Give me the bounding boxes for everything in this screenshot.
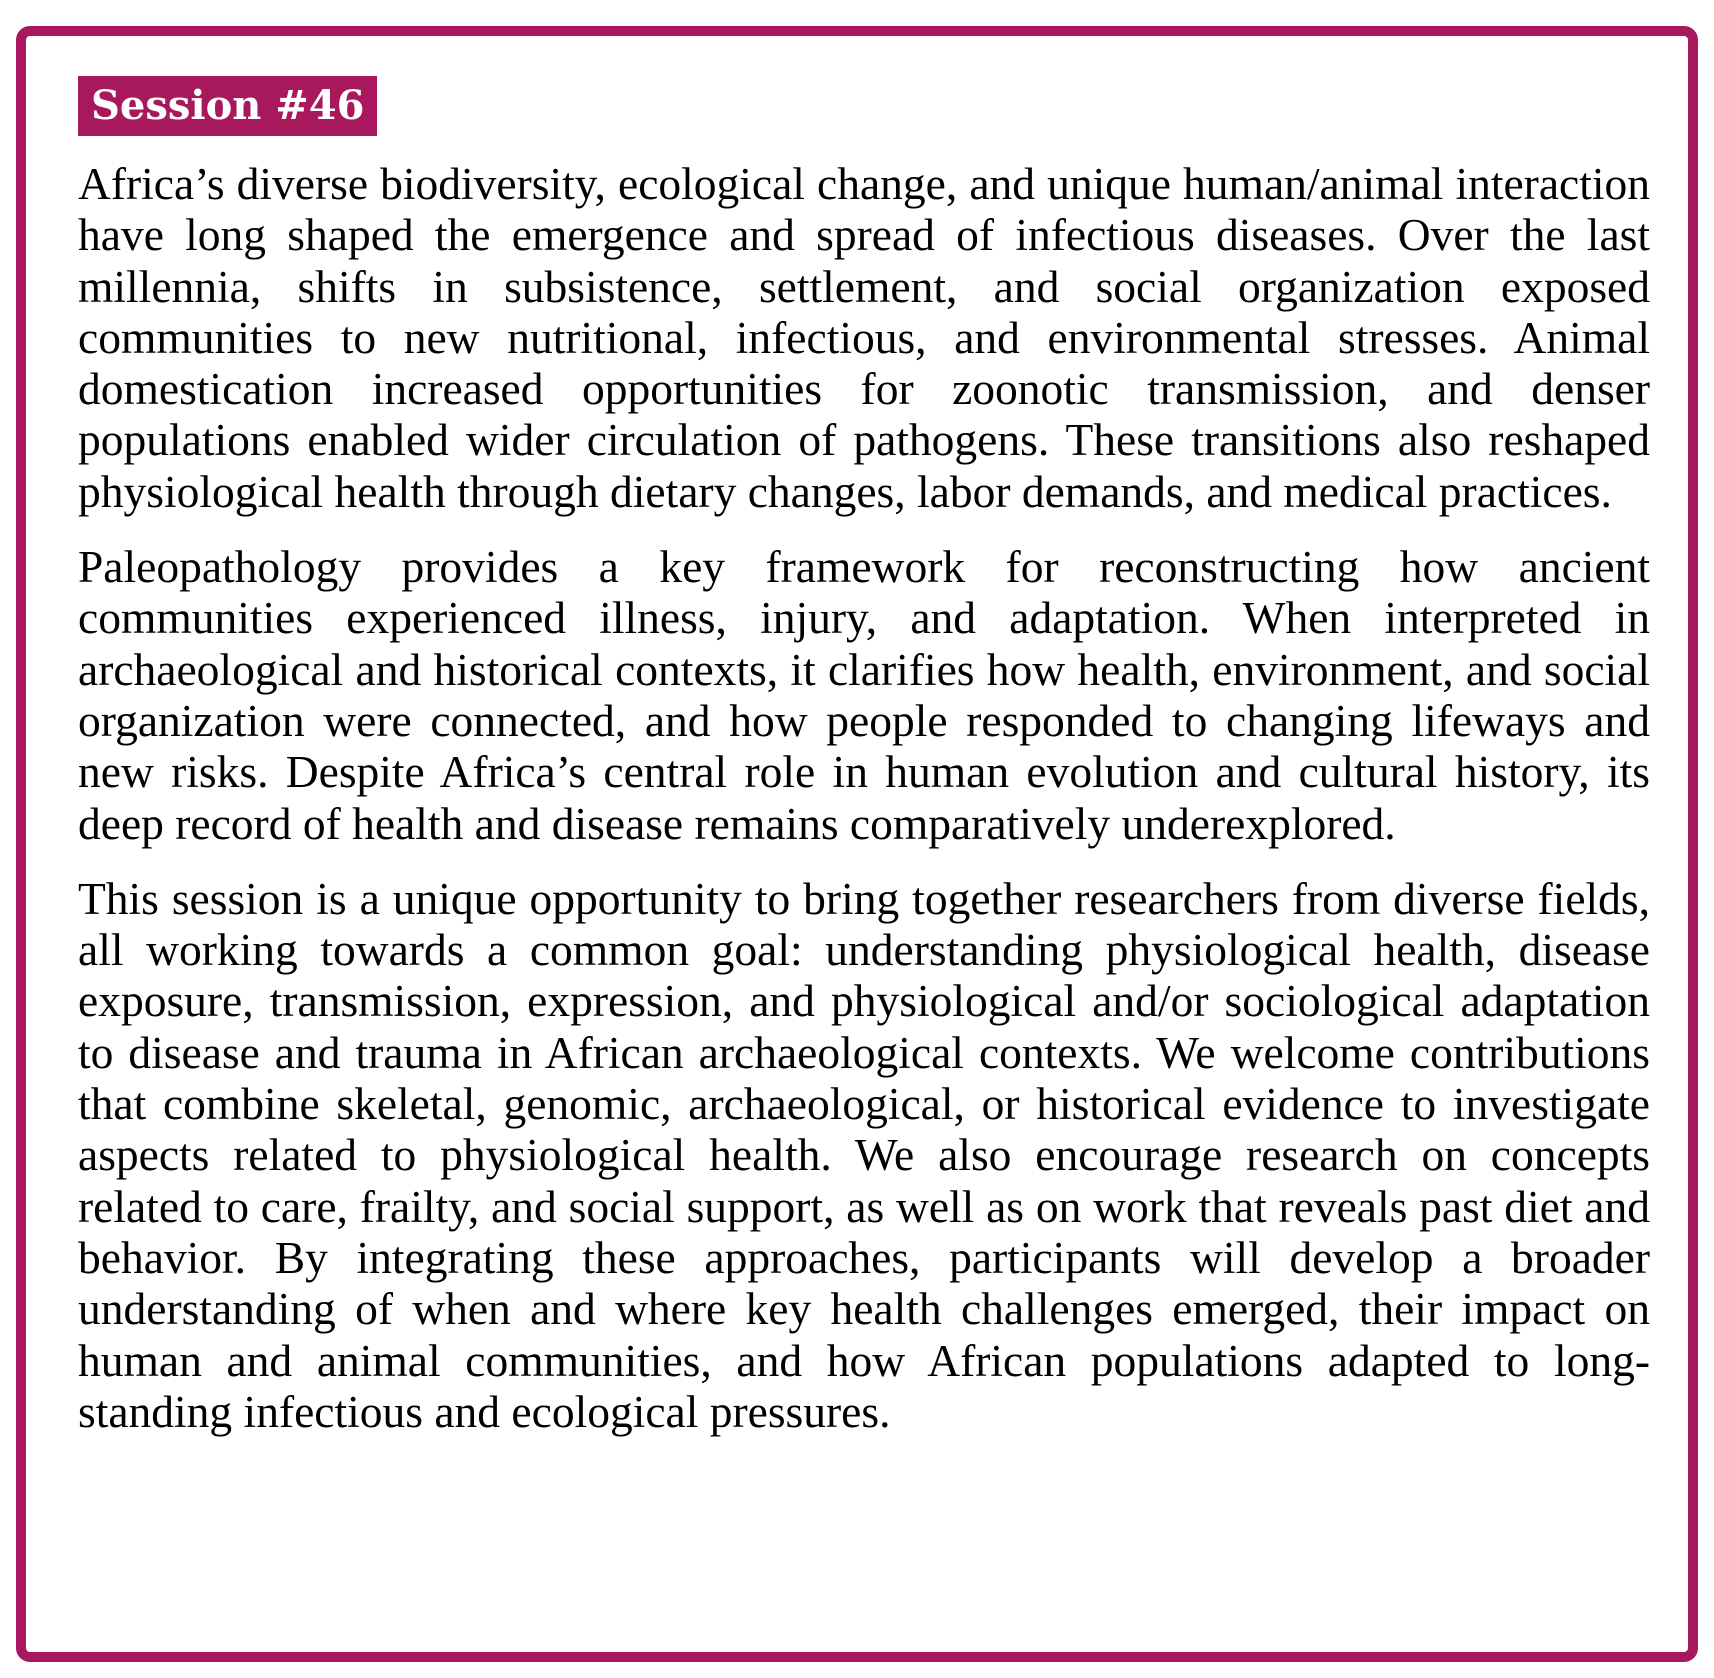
session-badge: Session #46 xyxy=(78,76,377,136)
paragraph-session-goals: This session is a unique opportunity to bring together researchers from diverse fields, all working towards a common goal: understanding physiological health, disease exposure, transmission, expression, and physiological and/or sociological adaptation to disease and trauma in African archaeological contexts. We welcome contributions that combine skeletal, genomic, archaeological, or historical evidence to investigate aspects related to physiological health. We also encourage research on concepts related to care, frailty, and social support, as well as on work that reveals past diet and behavior. By integrating these approaches, participants will develop a broader understanding of when and where key health challenges emerged, their impact on human and animal communities, and how African populations adapted to long-standing infectious and ecological pressures. xyxy=(78,872,1650,1437)
session-description xyxy=(78,158,1650,1437)
paragraph-context: Africa’s diverse biodiversity, ecological change, and unique human/animal interaction have long shaped the emergence and spread of infectious diseases. Over the last millennia, shifts in subsistence, settlement, and social organization exposed communities to new nutritional, infectious, and environmental stresses. Animal domestication increased opportunities for zoonotic transmission, and denser populations enabled wider circulation of pathogens. These transitions also reshaped physiological health through dietary changes, labor demands, and medical practices. xyxy=(78,158,1650,517)
session-card xyxy=(16,26,1698,1662)
paragraph-paleopathology: Paleopathology provides a key framework for reconstructing how ancient communities experienced illness, injury, and adaptation. When interpreted in archaeological and historical contexts, it clarifies how health, environment, and social organization were connected, and how people responded to changing lifeways and new risks. Despite Africa’s central role in human evolution and cultural history, its deep record of health and disease remains comparatively underexplored. xyxy=(78,541,1650,849)
